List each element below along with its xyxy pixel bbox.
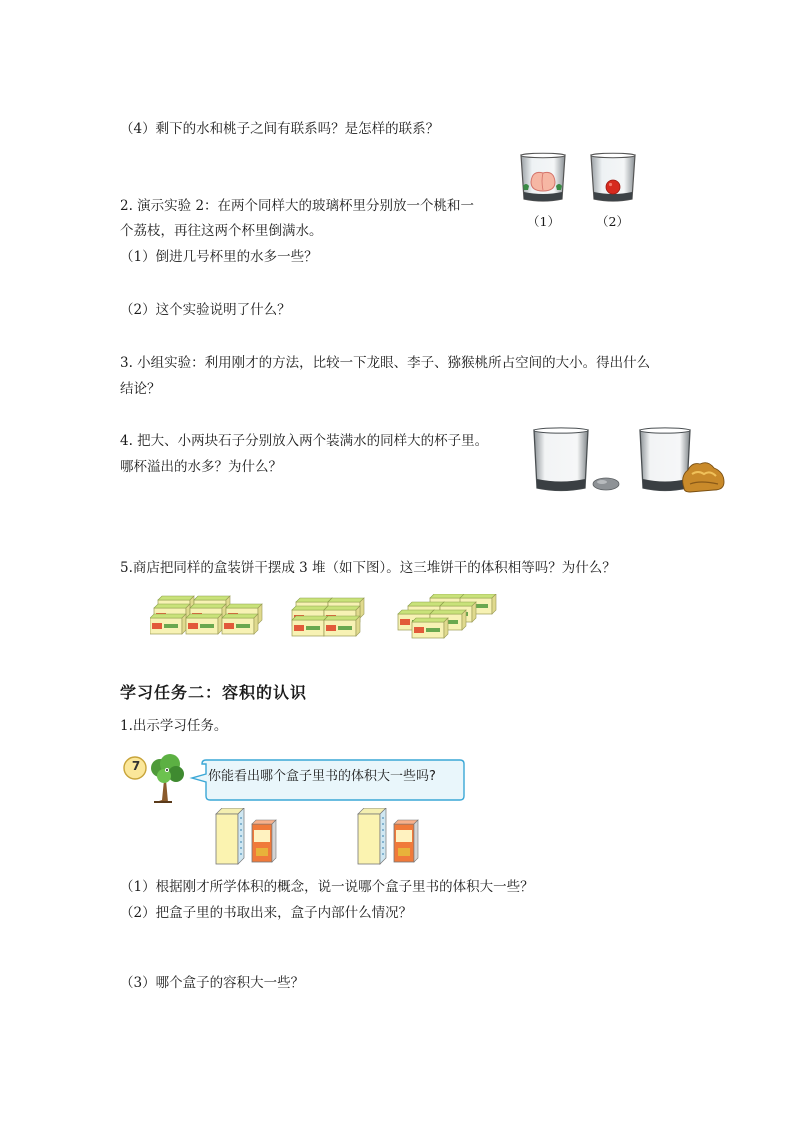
glass-1-icon <box>521 153 565 201</box>
book-box-2 <box>358 808 418 864</box>
biscuit-stack-3 <box>398 594 496 638</box>
book-boxes-illustration <box>210 808 442 866</box>
question-4-sub-4: （4）剩下的水和桃子之间有联系吗？是怎样的联系？ <box>120 121 440 137</box>
biscuits-question: 5.商店把同样的盒装饼干摆成 3 堆（如下图）。这三堆饼干的体积相等吗？为什么？ <box>120 560 616 576</box>
task-number-badge: 7 <box>131 759 141 773</box>
experiment-2-sub-1: （1）倒进几号杯里的水多一些？ <box>120 249 318 265</box>
stones-question-line-1: 4. 把大、小两块石子分别放入两个装满水的同样大的杯子里。 <box>120 433 489 449</box>
tree-mascot-icon <box>151 754 184 802</box>
biscuit-stacks-illustration <box>150 594 498 640</box>
biscuit-stack-1 <box>150 596 262 634</box>
glass-small-stone-icon <box>534 428 588 491</box>
group-experiment-line-2: 结论？ <box>120 381 161 397</box>
book-box-1 <box>216 808 276 864</box>
stones-question-line-2: 哪杯溢出的水多？为什么？ <box>120 459 282 475</box>
large-stone-icon <box>683 463 724 492</box>
glasses-stones-illustration <box>528 426 730 496</box>
biscuit-stack-2 <box>292 598 364 636</box>
group-experiment-line-1: 3. 小组实验：利用刚才的方法，比较一下龙眼、李子、猕猴桃所占空间的大小。得出什么 <box>120 355 651 371</box>
glass-2-icon <box>591 153 635 201</box>
experiment-2-line-1: 2. 演示实验 2：在两个同样大的玻璃杯里分别放一个桃和一 <box>120 198 475 214</box>
peach-icon <box>531 172 555 191</box>
task-two-sub-2: （2）把盒子里的书取出来，盒子内部什么情况？ <box>120 905 413 921</box>
glass-1-caption: （1） <box>527 214 560 229</box>
task-two-step-1: 1.出示学习任务。 <box>120 718 228 734</box>
lychee-icon <box>606 180 620 194</box>
task-two-sub-3: （3）哪个盒子的容积大一些？ <box>120 975 305 991</box>
glass-2-caption: （2） <box>596 214 629 229</box>
small-stone-icon <box>593 478 619 490</box>
experiment-2-line-2: 个荔枝，再往这两个杯里倒满水。 <box>120 223 323 239</box>
experiment-2-sub-2: （2）这个实验说明了什么？ <box>120 302 291 318</box>
task-two-heading: 学习任务二：容积的认识 <box>120 683 308 702</box>
speech-bubble-text: 你能看出哪个盒子里书的体积大一些吗? <box>208 769 436 784</box>
glasses-peach-lychee-illustration <box>516 152 646 204</box>
task-two-sub-1: （1）根据刚才所学体积的概念，说一说哪个盒子里书的体积大一些？ <box>120 879 534 895</box>
